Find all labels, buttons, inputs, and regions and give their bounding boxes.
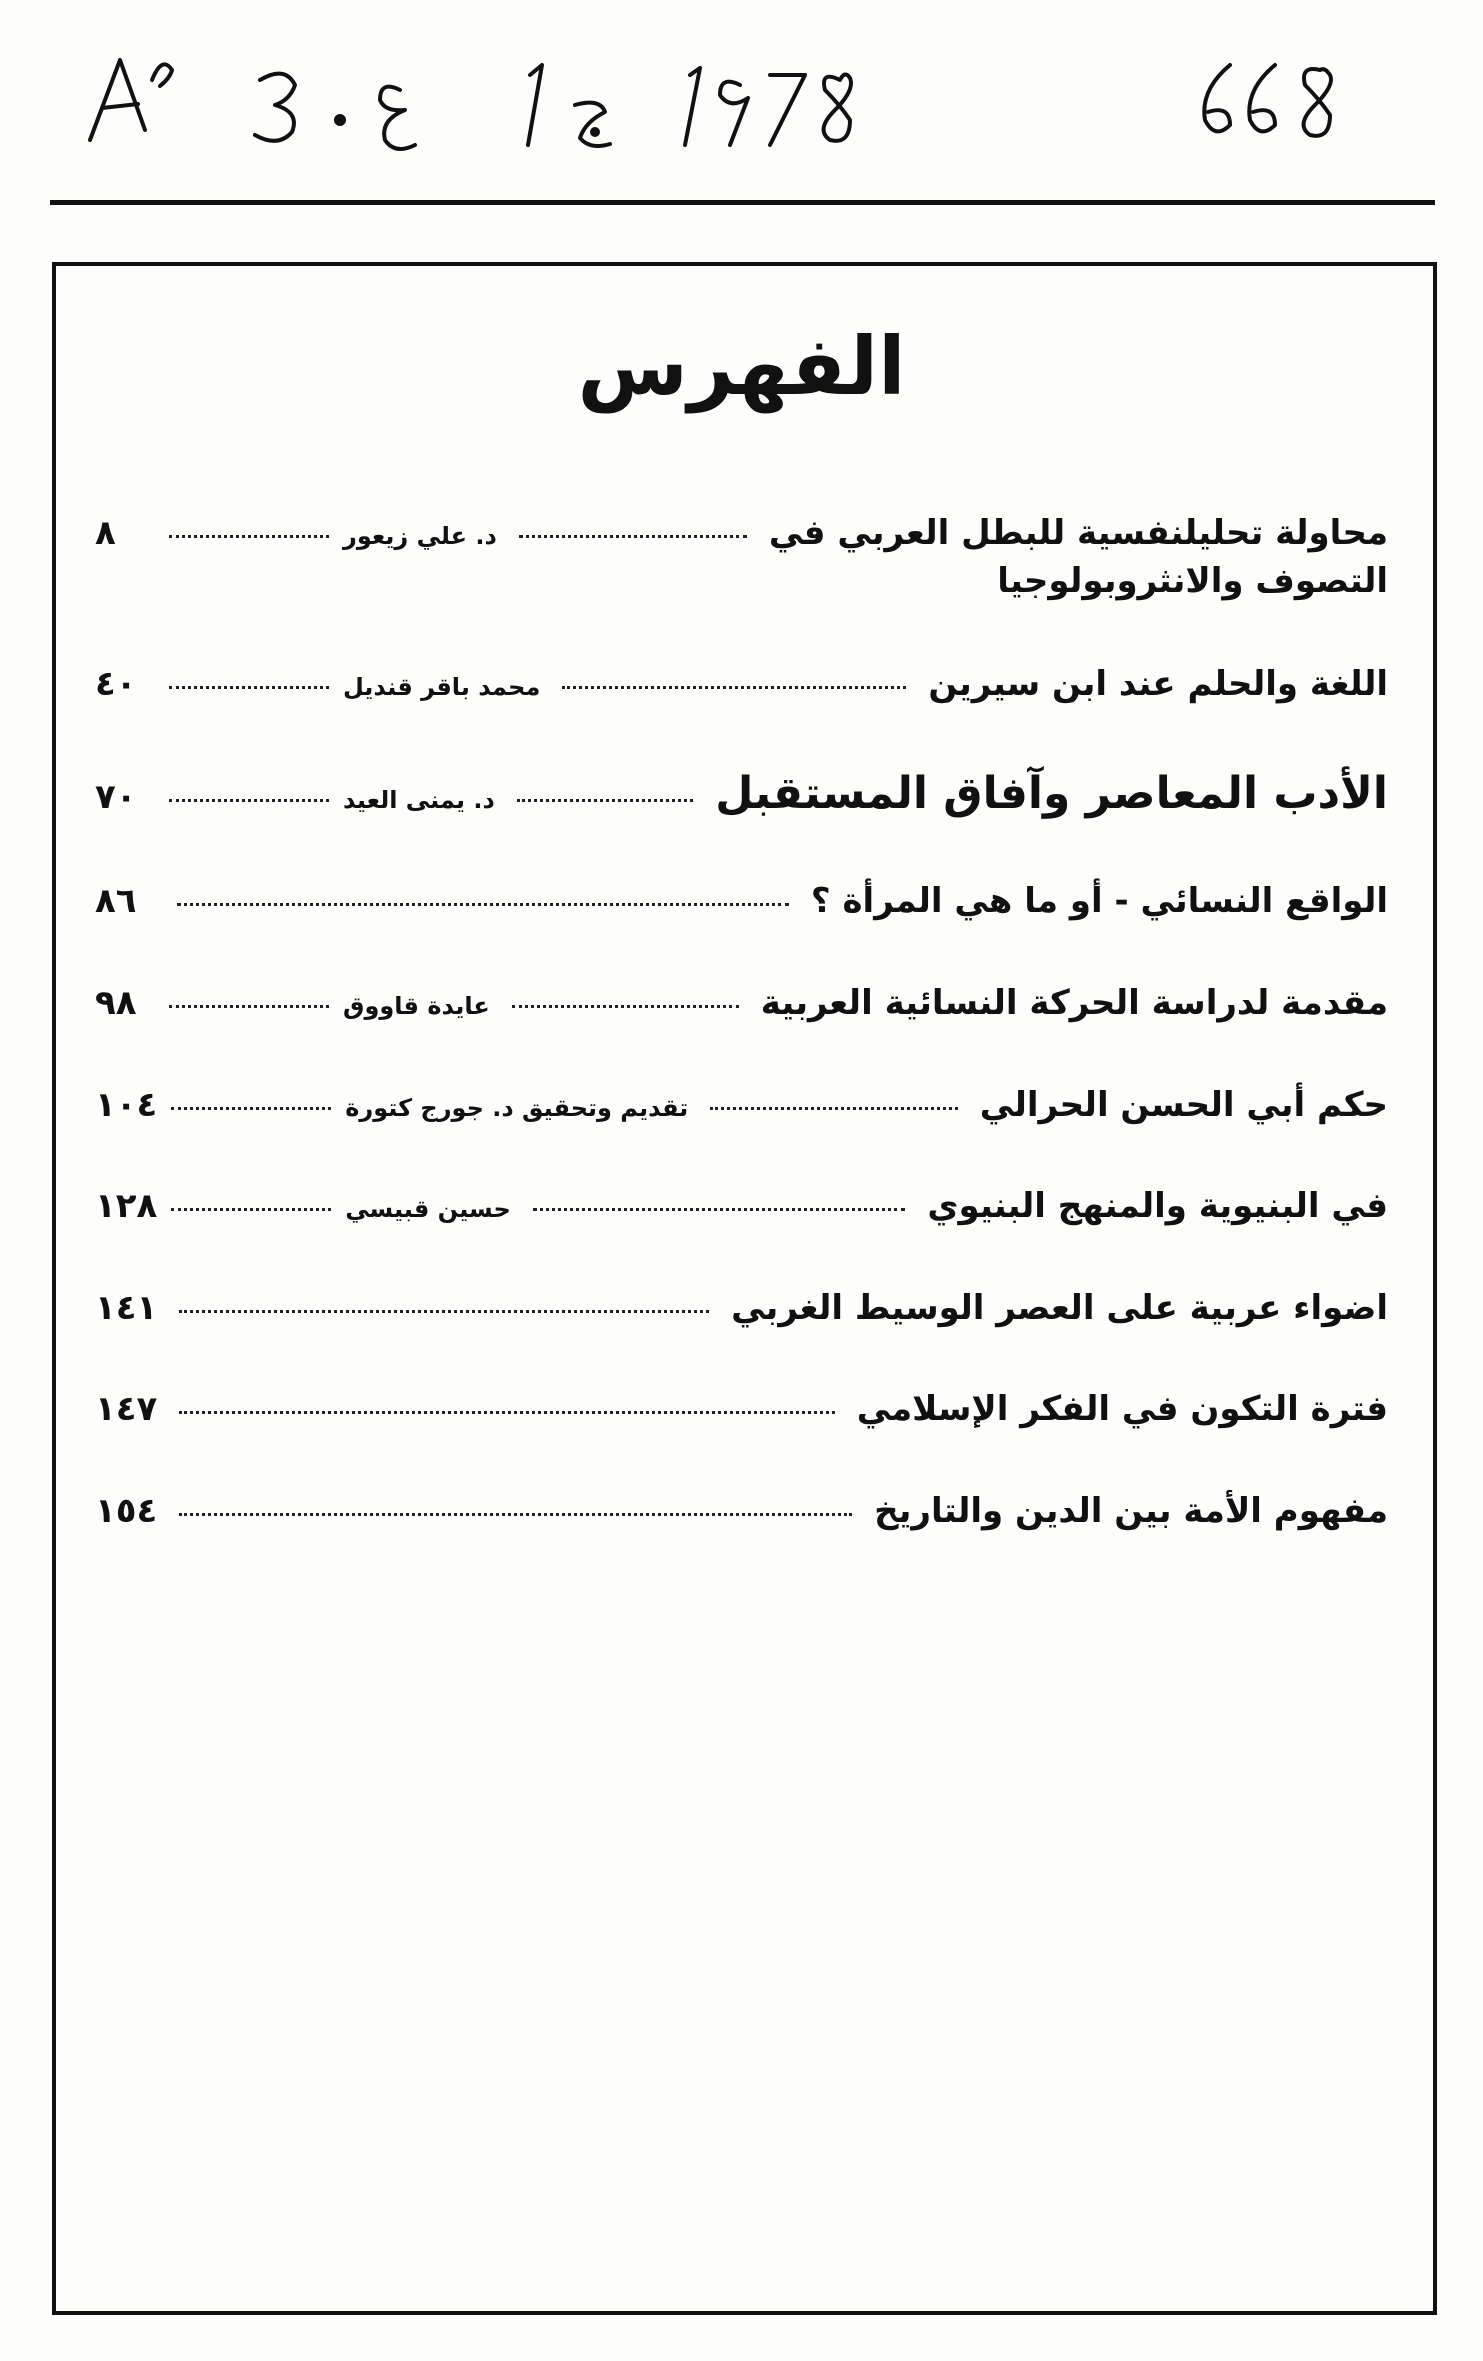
dot-leader <box>710 1107 957 1110</box>
entry-author: محمد باقر قنديل <box>343 673 541 702</box>
entry-title: اضواء عربية على العصر الوسيط الغربي <box>731 1287 1388 1328</box>
entry-title: اللغة والحلم عند ابن سيرين <box>928 664 1388 705</box>
toc-entry <box>95 763 1388 825</box>
handwritten-archive-note <box>80 20 1420 170</box>
dot-leader <box>179 1310 709 1313</box>
entry-author: تقديم وتحقيق د. جورج كتورة <box>345 1093 689 1122</box>
dot-leader <box>169 799 329 802</box>
entry-title <box>769 510 1388 605</box>
table-of-contents <box>95 510 1388 1590</box>
dot-leader <box>177 903 789 906</box>
dot-leader <box>533 1208 906 1211</box>
entry-title-line: محاولة تحليلنفسية للبطل العربي في <box>768 513 1388 553</box>
entry-page-number: ١٠٤ <box>95 1084 158 1125</box>
dot-leader <box>171 1107 331 1110</box>
entry-page-number: ٤٠ <box>95 664 137 705</box>
dot-leader <box>512 1005 739 1008</box>
entry-title: الواقع النسائي - أو ما هي المرأة ؟ <box>810 881 1388 922</box>
header-divider <box>50 200 1435 205</box>
entry-title: حكم أبي الحسن الحرالي <box>979 1084 1388 1125</box>
toc-entry <box>95 1285 1388 1333</box>
entry-page-number: ١٥٤ <box>95 1490 158 1531</box>
handwriting-drawing <box>80 20 1420 170</box>
entry-page-number: ١٤١ <box>95 1287 158 1328</box>
entry-author: عايدة قاووق <box>343 991 490 1020</box>
entry-title: فترة التكون في الفكر الإسلامي <box>856 1389 1388 1430</box>
entry-title: مقدمة لدراسة الحركة النسائية العربية <box>760 982 1388 1023</box>
entry-title: في البنيوية والمنهج البنيوي <box>927 1186 1388 1227</box>
dot-leader <box>169 1005 329 1008</box>
dot-leader <box>169 535 329 538</box>
toc-entry <box>95 878 1388 926</box>
toc-entry <box>95 661 1388 709</box>
dot-leader <box>179 1513 852 1516</box>
entry-page-number: ١٢٨ <box>95 1186 158 1227</box>
toc-entry <box>95 510 1388 605</box>
toc-entry <box>95 1386 1388 1434</box>
toc-entry <box>95 1183 1388 1231</box>
dot-leader <box>519 535 747 538</box>
dot-leader <box>171 1208 331 1211</box>
entry-title: مفهوم الأمة بين الدين والتاريخ <box>874 1490 1388 1531</box>
entry-author: د. علي زيعور <box>343 522 497 550</box>
dot-leader <box>562 686 906 689</box>
dot-leader <box>517 799 693 802</box>
dot-leader <box>179 1411 834 1414</box>
entry-page-number: ٨٦ <box>95 881 137 922</box>
entry-author: د. يمنى العيد <box>343 785 495 814</box>
entry-title-line: التصوف والانثروبولوجيا <box>997 560 1388 601</box>
entry-page-number: ٩٨ <box>95 982 137 1023</box>
entry-title: الأدب المعاصر وآفاق المستقبل <box>715 767 1388 819</box>
page-title: الفهرس <box>577 320 906 413</box>
dot-leader <box>169 686 329 689</box>
toc-entry <box>95 1488 1388 1536</box>
entry-page-number: ٨ <box>95 513 116 553</box>
toc-entry <box>95 1082 1388 1130</box>
entry-page-number: ٧٠ <box>95 776 137 817</box>
entry-author: حسين قبيسي <box>345 1195 511 1224</box>
toc-entry <box>95 980 1388 1028</box>
entry-page-number: ١٤٧ <box>95 1389 158 1430</box>
